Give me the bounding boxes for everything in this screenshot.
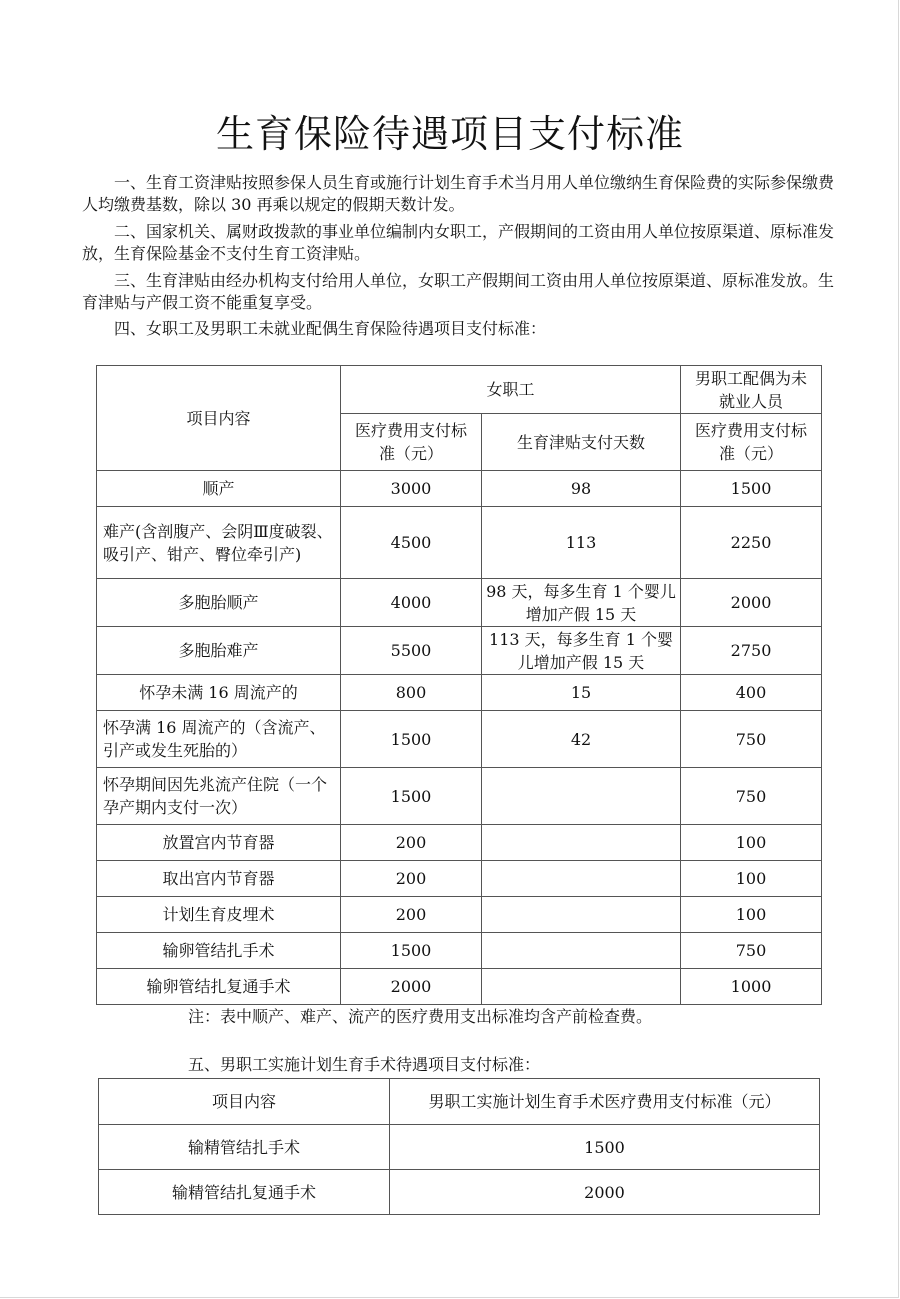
male-benefits-table	[98, 1078, 820, 1215]
header-standard: 男职工实施计划生育手术医疗费用支付标准（元）	[390, 1079, 820, 1125]
cell-spouse-medical: 400	[681, 675, 822, 711]
cell-spouse-medical: 100	[681, 825, 822, 861]
table-row	[97, 897, 822, 933]
cell-medical: 1500	[341, 768, 482, 825]
cell-medical: 200	[341, 861, 482, 897]
cell-item: 输卵管结扎复通手术	[97, 969, 341, 1005]
table-header-row	[99, 1079, 820, 1125]
table-note: 注：表中顺产、难产、流产的医疗费用支出标准均含产前检查费。	[188, 1007, 653, 1026]
table-row	[97, 933, 822, 969]
page-title: 生育保险待遇项目支付标准	[215, 112, 684, 156]
header-allowance-days: 生育津贴支付天数	[482, 414, 681, 471]
cell-item: 怀孕满 16 周流产的（含流产、引产或发生死胎的）	[97, 711, 341, 768]
cell-spouse-medical: 2250	[681, 507, 822, 579]
cell-item: 怀孕期间因先兆流产住院（一个孕产期内支付一次）	[97, 768, 341, 825]
cell-allowance-days: 98 天，每多生育 1 个婴儿增加产假 15 天	[482, 579, 681, 627]
header-item: 项目内容	[99, 1079, 390, 1125]
cell-allowance-days	[482, 933, 681, 969]
cell-medical: 2000	[341, 969, 482, 1005]
cell-spouse-medical: 100	[681, 861, 822, 897]
cell-spouse-medical: 100	[681, 897, 822, 933]
cell-standard: 1500	[390, 1125, 820, 1170]
paragraph-1: 一、生育工资津贴按照参保人员生育或施行计划生育手术当月用人单位缴纳生育保险费的实际参保缴费人均缴费基数，除以 30 再乘以规定的假期天数计发。	[82, 173, 835, 214]
cell-spouse-medical: 750	[681, 768, 822, 825]
table-row	[97, 711, 822, 768]
table-header-row	[97, 366, 822, 414]
header-medical: 医疗费用支付标准（元）	[341, 414, 482, 471]
cell-item: 顺产	[97, 471, 341, 507]
cell-allowance-days	[482, 897, 681, 933]
paragraph-4: 四、女职工及男职工未就业配偶生育保险待遇项目支付标准：	[114, 319, 547, 338]
cell-spouse-medical: 1500	[681, 471, 822, 507]
cell-allowance-days: 98	[482, 471, 681, 507]
table-row	[97, 627, 822, 675]
header-item: 项目内容	[97, 366, 341, 471]
cell-allowance-days: 15	[482, 675, 681, 711]
table-row	[97, 675, 822, 711]
table-row	[99, 1125, 820, 1170]
cell-allowance-days: 113	[482, 507, 681, 579]
cell-medical: 200	[341, 897, 482, 933]
cell-item: 多胞胎难产	[97, 627, 341, 675]
cell-allowance-days	[482, 825, 681, 861]
cell-spouse-medical: 1000	[681, 969, 822, 1005]
table-row	[97, 579, 822, 627]
cell-allowance-days	[482, 768, 681, 825]
cell-medical: 5500	[341, 627, 482, 675]
table-row	[97, 861, 822, 897]
cell-medical: 4000	[341, 579, 482, 627]
cell-allowance-days	[482, 861, 681, 897]
female-benefits-table	[96, 365, 822, 1005]
cell-allowance-days	[482, 969, 681, 1005]
cell-medical: 200	[341, 825, 482, 861]
paragraph-3: 三、生育津贴由经办机构支付给用人单位，女职工产假期间工资由用人单位按原渠道、原标准发放。生育津贴与产假工资不能重复享受。	[82, 271, 835, 312]
table-body	[97, 471, 822, 1005]
cell-medical: 1500	[341, 933, 482, 969]
cell-standard: 2000	[390, 1170, 820, 1215]
paragraph-2: 二、国家机关、属财政拨款的事业单位编制内女职工，产假期间的工资由用人单位按原渠道、原标准发放，生育保险基金不支付生育工资津贴。	[82, 222, 835, 263]
cell-item: 输精管结扎复通手术	[99, 1170, 390, 1215]
table-body	[99, 1125, 820, 1215]
cell-allowance-days: 42	[482, 711, 681, 768]
cell-item: 输精管结扎手术	[99, 1125, 390, 1170]
cell-medical: 4500	[341, 507, 482, 579]
table-row	[97, 969, 822, 1005]
cell-medical: 3000	[341, 471, 482, 507]
cell-spouse-medical: 750	[681, 933, 822, 969]
table-row	[97, 471, 822, 507]
table-row	[99, 1170, 820, 1215]
cell-item: 多胞胎顺产	[97, 579, 341, 627]
cell-spouse-medical: 750	[681, 711, 822, 768]
table-row	[97, 507, 822, 579]
cell-item: 怀孕未满 16 周流产的	[97, 675, 341, 711]
cell-spouse-medical: 2750	[681, 627, 822, 675]
table-row	[97, 825, 822, 861]
header-spouse: 男职工配偶为未就业人员	[681, 366, 822, 414]
section-5-heading: 五、男职工实施计划生育手术待遇项目支付标准：	[188, 1055, 541, 1074]
cell-spouse-medical: 2000	[681, 579, 822, 627]
cell-item: 取出宫内节育器	[97, 861, 341, 897]
cell-allowance-days: 113 天，每多生育 1 个婴儿增加产假 15 天	[482, 627, 681, 675]
cell-item: 难产(含剖腹产、会阴Ⅲ度破裂、吸引产、钳产、臀位牵引产)	[97, 507, 341, 579]
header-female: 女职工	[341, 366, 681, 414]
cell-item: 输卵管结扎手术	[97, 933, 341, 969]
header-spouse-medical: 医疗费用支付标准（元）	[681, 414, 822, 471]
cell-medical: 800	[341, 675, 482, 711]
cell-medical: 1500	[341, 711, 482, 768]
cell-item: 计划生育皮埋术	[97, 897, 341, 933]
cell-item: 放置宫内节育器	[97, 825, 341, 861]
table-row	[97, 768, 822, 825]
